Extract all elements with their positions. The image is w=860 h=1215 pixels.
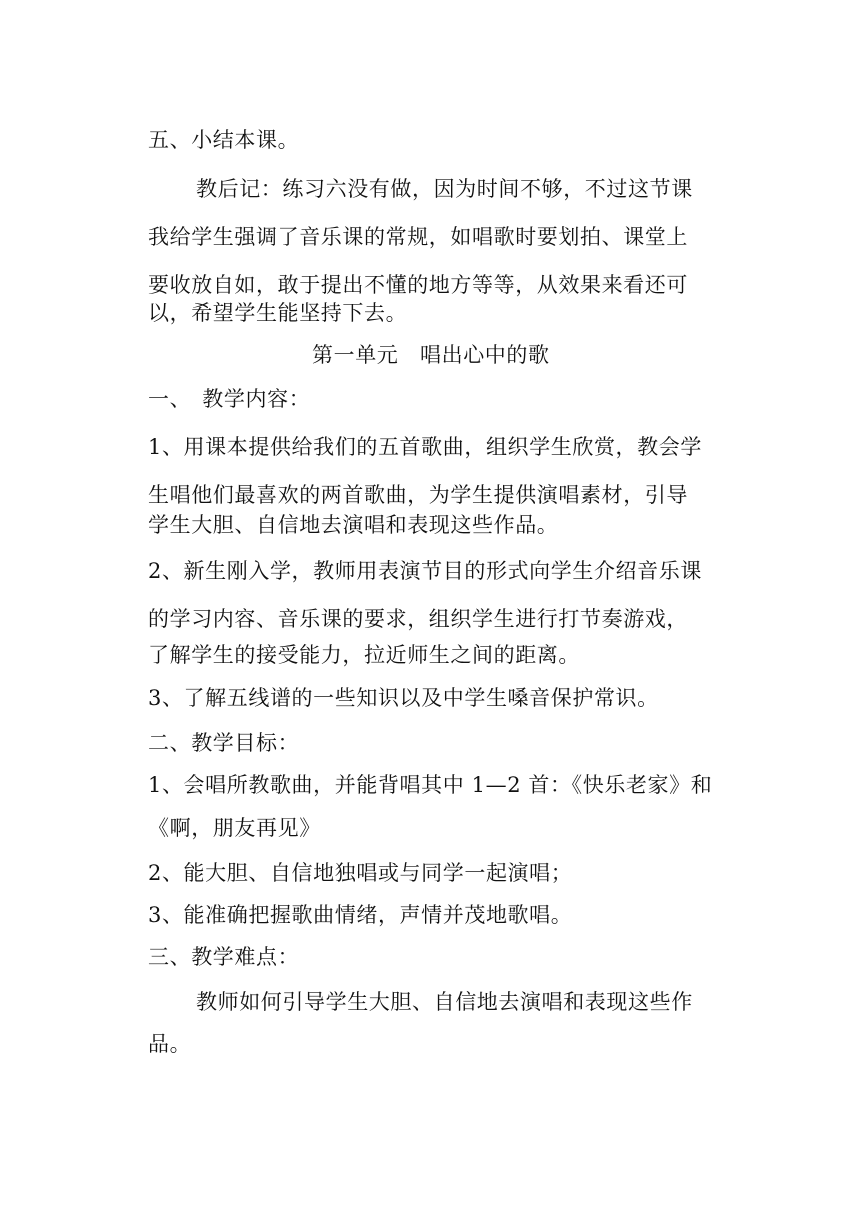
section-2-heading: 二、教学目标： [148, 731, 300, 755]
content-item-3: 3、了解五线谱的一些知识以及中学生嗓音保护常识。 [148, 686, 659, 710]
content-item-2-line-3: 了解学生的接受能力，拉近师生之间的距离。 [148, 643, 580, 667]
difficulty-line-2: 品。 [148, 1032, 192, 1056]
content-item-1-line-1: 1、用课本提供给我们的五首歌曲，组织学生欣赏，教会学 [148, 435, 702, 459]
goal-item-2: 2、能大胆、自信地独唱或与同学一起演唱； [148, 861, 573, 885]
content-item-2-line-2: 的学习内容、音乐课的要求，组织学生进行打节奏游戏， [148, 607, 688, 631]
difficulty-line-1: 教师如何引导学生大胆、自信地去演唱和表现这些作 [196, 990, 693, 1014]
content-item-1-line-2: 生唱他们最喜欢的两首歌曲，为学生提供演唱素材，引导 [148, 483, 688, 507]
reflection-line-1: 教后记：练习六没有做，因为时间不够，不过这节课 [196, 177, 693, 201]
summary-heading: 五、小结本课。 [148, 128, 300, 152]
content-item-1-line-3: 学生大胆、自信地去演唱和表现这些作品。 [148, 513, 559, 537]
reflection-line-4: 以，希望学生能坚持下去。 [148, 301, 408, 325]
section-3-heading: 三、教学难点： [148, 945, 300, 969]
reflection-line-2: 我给学生强调了音乐课的常规，如唱歌时要划拍、课堂上 [148, 225, 688, 249]
goal-item-1-line-2: 《啊，朋友再见》 [148, 816, 321, 840]
unit-title: 第一单元 唱出心中的歌 [312, 343, 550, 367]
content-item-2-line-1: 2、新生刚入学，教师用表演节目的形式向学生介绍音乐课 [148, 559, 702, 583]
reflection-line-3: 要收放自如，敢于提出不懂的地方等等，从效果来看还可 [148, 273, 688, 297]
section-1-heading: 一、 教学内容： [148, 387, 311, 411]
goal-item-1-line-1: 1、会唱所教歌曲，并能背唱其中 1—2 首：《快乐老家》和 [148, 773, 713, 797]
goal-item-3: 3、能准确把握歌曲情绪，声情并茂地歌唱。 [148, 903, 573, 927]
